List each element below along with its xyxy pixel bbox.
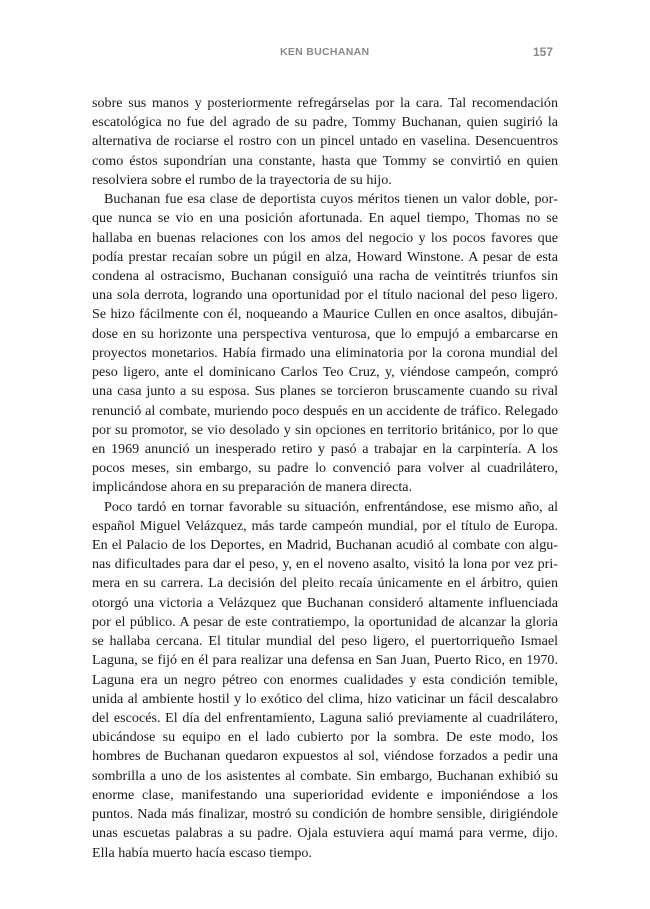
running-title: KEN BUCHANAN: [280, 46, 370, 58]
page-number: 157: [533, 45, 554, 59]
paragraph-3: Poco tardó en tornar favorable su situación, enfrentándose, ese mismo año, al español Miguel Velázquez, más tarde campeón mundial, por el título de Europa. En el Palacio de los Deportes, en Madrid, Buchanan acudió al combate con algunas dificultades para dar el peso, y, en el noveno asalto, visitó la lona por vez primera en su carrera. La decisión del pleito recaía únicamente en el árbitro, quien otorgó una victoria a Velázquez que Buchanan consideró altamente influenciada por el público. A pesar de este contratiempo, la oportunidad de alcanzar la gloria se hallaba cercana. El titular mundial del peso ligero, el puertorriqueño Ismael Laguna, se fijó en él para realizar una defensa en San Juan, Puerto Rico, en 1970. Laguna era un negro pétreo con enormes cualidades y esta condición temible, unida al ambiente hostil y lo exótico del clima, hizo vaticinar un fácil descalabro del escocés. El día del enfrentamiento, Laguna salió previamente al cuadrilátero, ubicándose su equipo en el lado cubierto por la sombra. De este modo, los hombres de Buchanan quedaron expuestos al sol, viéndose forzados a pedir una sombrilla a uno de los asistentes al combate. Sin embargo, Buchanan exhibió su enorme clase, manifestando una superioridad evidente e imponiéndose a los puntos. Nada más finalizar, mostró su condición de hombre sensible, dirigiéndole unas escuetas palabras a su padre. Ojala estuviera aquí mamá para verme, dijo. Ella había muerto hacía escaso tiempo.: [92, 498, 558, 861]
paragraph-2: Buchanan fue esa clase de deportista cuyos méritos tienen un valor doble, porque nunca se vio en una posición afortunada. En aquel tiempo, Thomas no se hallaba en buenas relaciones con los amos del negocio y los pocos favores que podía prestar recaían sobre un púgil en alza, Howard Winstone. A pesar de esta condena al ostracismo, Buchanan consiguió una racha de veintitrés triunfos sin una sola derrota, logrando una oportunidad por el título nacional del peso ligero. Se hizo fácilmente con él, noqueando a Maurice Cullen en once asaltos, dibujándose en su horizonte una perspectiva venturosa, que lo empujó a embarcarse en proyectos monetarios. Había firmado una eliminatoria por la corona mundial del peso ligero, ante el dominicano Carlos Teo Cruz, y, viéndose campeón, compró una casa junto a su esposa. Sus planes se torcieron bruscamente cuando su rival renunció al combate, muriendo poco después en un accidente de tráfico. Relegado por su promotor, se vio desolado y sin opciones en territorio británico, por lo que en 1969 anunció un inesperado retiro y pasó a trabajar en la carpintería. A los pocos meses, sin embargo, su padre lo convenció para volver al cuadrilátero, implicándose ahora en su preparación de manera directa.: [92, 191, 558, 496]
paragraph-1: sobre sus manos y posteriormente refregárselas por la cara. Tal recomendación escatológica no fue del agrado de su padre, Tommy Buchanan, quien sugirió la alternativa de rociarse el rostro con un pincel untado en vaselina. Desencuentros como éstos supondrían una constante, hasta que Tommy se convirtió en quien resolviera sobre el rumbo de la trayectoria de su hijo.: [92, 95, 558, 188]
running-header: [0, 42, 650, 62]
body-text: [92, 94, 558, 863]
